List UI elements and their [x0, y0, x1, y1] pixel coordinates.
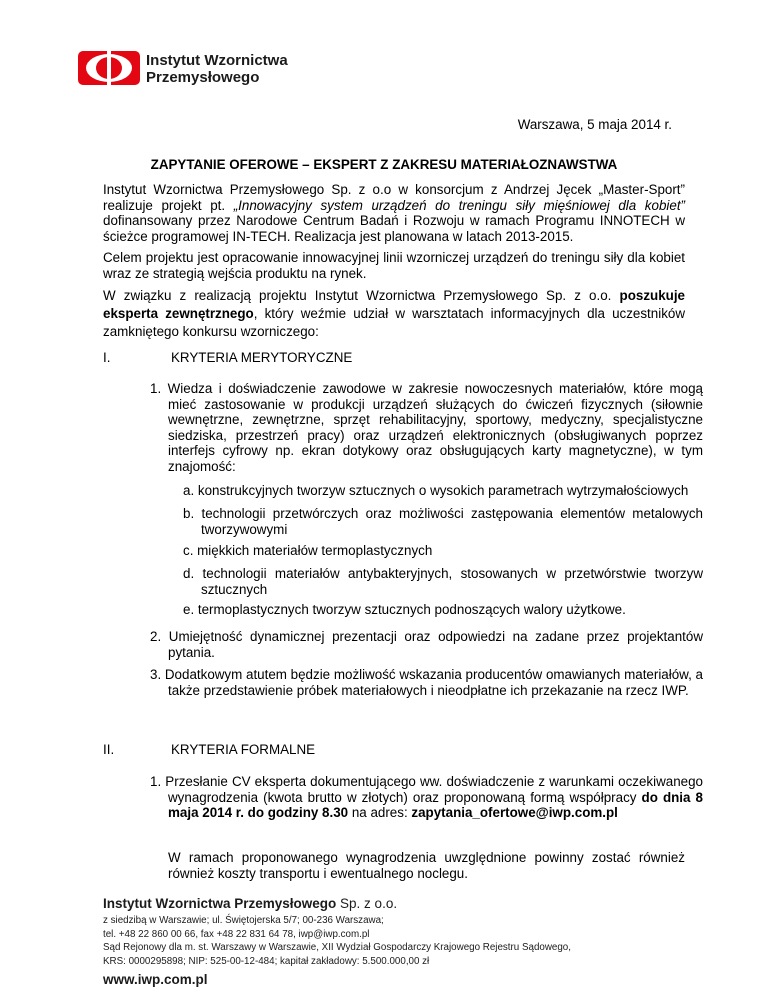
- intro-paragraph-2: Celem projektu jest opracowanie innowacyjnej linii wzorniczej urządzeń do treningu siły dla kobiet wraz ze strategią wejścia produktu na rynek.: [103, 250, 685, 281]
- logo-text: [146, 52, 288, 86]
- section-1-item-1: 1. Wiedza i doświadczenie zawodowe w zakresie nowoczesnych materiałów, które mogą mieć zastosowanie w produkcji urządzeń służących do ćwiczeń fizycznych (siłownie wewnętrzne, zewnętrzne, sprzęt rehabilitacyjny, sportowy, medyczny, specjalistyczne siedziska, przestrzeń pracy) oraz urządzeń elektronicznych (obsługiwanych poprzez interfejs cyfrowy np. ekran dotykowy oraz obsługujących karty magnetyczne), w tym znajomość:: [150, 381, 703, 474]
- section-1-sub-c: c. miękkich materiałów termoplastycznych: [183, 543, 433, 558]
- section-1-sub-e: e. termoplastycznych tworzyw sztucznych podnoszących walory użytkowe.: [183, 602, 626, 617]
- intro-paragraph-1: Instytut Wzornictwa Przemysłowego Sp. z o.o w konsorcjum z Andrzej Jęcek „Master-Sport” realizuje projekt pt. „Innowacyjny system urządzeń do treningu siły mięśniowej dla kobiet” dofinansowany przez Narodowe Centrum Badań i Rozwoju w ramach Programu INNOTECH w ścieżce programowej IN-TECH. Realizacja jest planowana w latach 2013-2015.: [103, 182, 685, 244]
- footer-registry: KRS: 0000295898; NIP: 525-00-12-484; kapitał zakładowy: 5.500.000,00 zł: [103, 955, 430, 967]
- logo-line2: Przemysłowego: [146, 69, 260, 86]
- section-2-title: KRYTERIA FORMALNE: [171, 742, 316, 757]
- section-2-number: II.: [103, 742, 115, 757]
- project-title: „Innowacyjny system urządzeń do treningu siły mięśniowej dla kobiet”: [233, 197, 685, 213]
- contact-email: zapytania_ofertowe@iwp.com.pl: [411, 805, 618, 821]
- section-1-number: I.: [103, 350, 111, 365]
- section-1-item-3: 3. Dodatkowym atutem będzie możliwość wskazania producentów omawianych materiałów, a także przedstawienie próbek materiałowych i nieodpłatne ich przekazanie na rzecz IWP.: [150, 667, 703, 698]
- section-2-note: W ramach proponowanego wynagrodzenia uwzględnione powinny zostać również również koszty transportu i ewentualnego noclegu.: [168, 850, 685, 881]
- intro-paragraph-3: W związku z realizacją projektu Instytut Wzornictwa Przemysłowego Sp. z o.o. poszukuje eksperta zewnętrznego, który weźmie udział w warsztatach informacyjnych dla uczestników zamkniętego konkursu wzorniczego:: [103, 288, 686, 339]
- section-1-sub-b: b. technologii przetwórczych oraz możliwości zastępowania elementów metalowych tworzywowymi: [183, 506, 703, 537]
- footer-company-name: Instytut Wzornictwa Przemysłowego Sp. z o.o.: [103, 896, 398, 911]
- footer-address: z siedzibą w Warszawie; ul. Świętojerska 5/7; 00-236 Warszawa;: [103, 915, 384, 927]
- section-2-item-1: 1. Przesłanie CV eksperta dokumentującego ww. doświadczenie z warunkami oczekiwanego wynagrodzenia (kwota brutto w złotych) oraz proponowaną formą współpracy do dnia 8 maja 2014 r. do godziny 8.30 na adres: zapytania_ofertowe@iwp.com.pl: [150, 774, 703, 821]
- section-1-title: KRYTERIA MERYTORYCZNE: [171, 350, 353, 365]
- footer-contact: tel. +48 22 860 00 66, fax +48 22 831 64 78, iwp@iwp.com.pl: [103, 928, 370, 940]
- document-title: ZAPYTANIE OFEROWE – EKSPERT Z ZAKRESU MATERIAŁOZNAWSTWA: [150, 157, 618, 172]
- section-1-item-2: 2. Umiejętność dynamicznej prezentacji oraz odpowiedzi na zadane przez projektantów pytania.: [150, 629, 703, 660]
- footer: [103, 897, 571, 986]
- logo-line1: Instytut Wzornictwa: [146, 52, 288, 69]
- document-date: Warszawa, 5 maja 2014 r.: [517, 117, 672, 132]
- iwp-logo-icon: [78, 51, 140, 85]
- section-1-sub-a: a. konstrukcyjnych tworzyw sztucznych o wysokich parametrach wytrzymałościowych: [183, 483, 689, 498]
- footer-website: www.iwp.com.pl: [103, 972, 208, 988]
- section-1-sub-d: d. technologii materiałów antybakteryjnych, stosowanych w przetwórstwie tworzyw sztucznych: [183, 566, 703, 597]
- footer-court: Sąd Rejonowy dla m. st. Warszawy w Warszawie, XII Wydział Gospodarczy Krajowego Rejestru Sądowego,: [103, 942, 571, 954]
